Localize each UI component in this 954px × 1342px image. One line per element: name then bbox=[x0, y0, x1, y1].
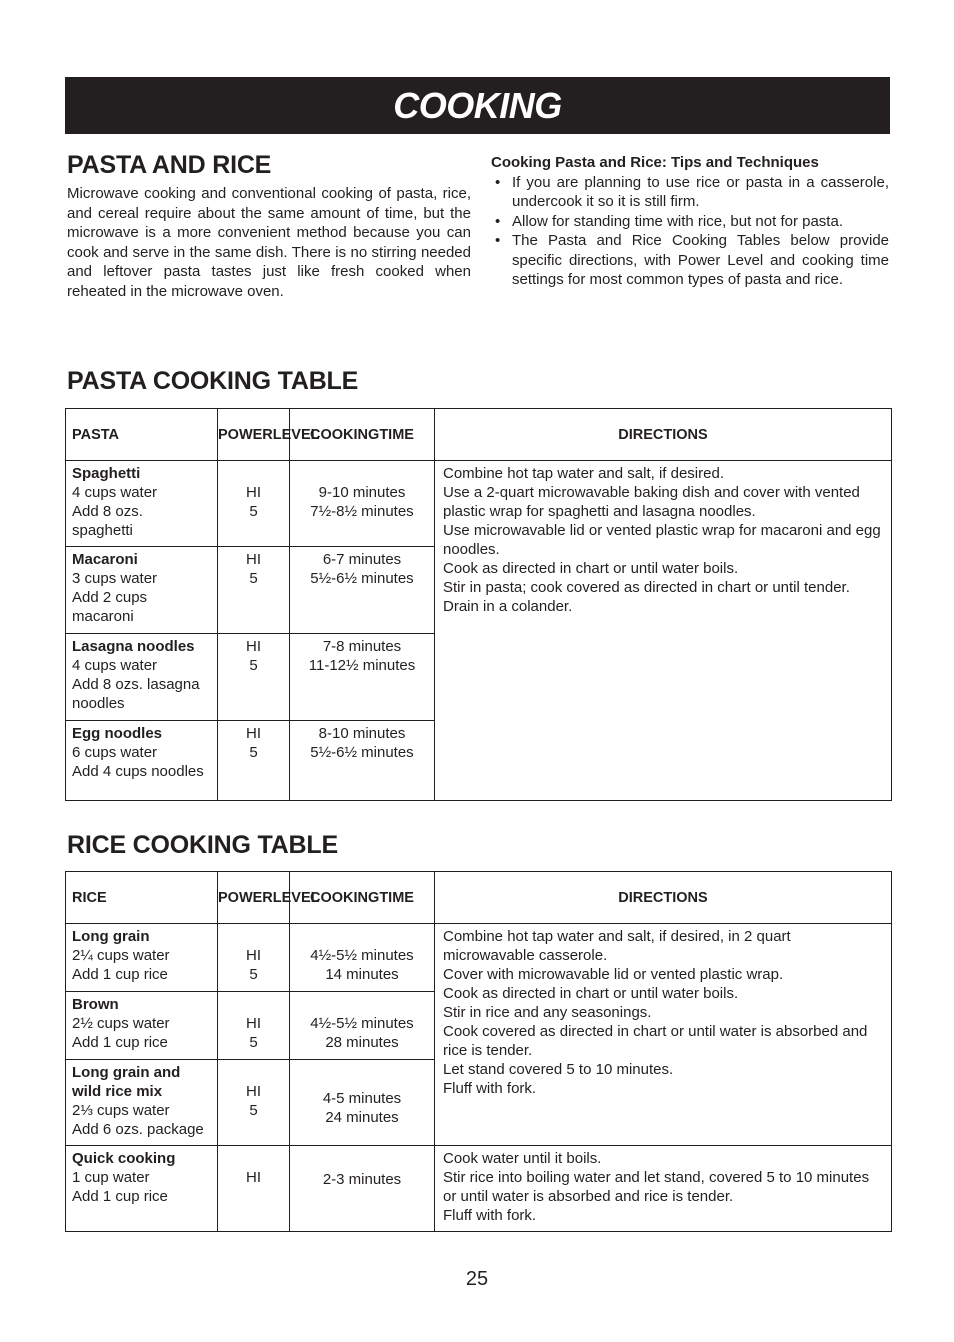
intro-paragraph: Microwave cooking and conventional cooking of pasta, rice, and cereal require about the same amount of time, but the microwave is a more convenient method because you can cook and serve in the same dish. There is no stirring needed and leftover pasta tastes just like fresh cooked when reheated in the microwave oven. bbox=[67, 185, 471, 300]
pasta-table-heading: PASTA COOKING TABLE bbox=[67, 367, 359, 395]
power-level-cell: HI 5 bbox=[218, 634, 290, 721]
column-header-power: POWERLEVEL bbox=[218, 409, 290, 461]
tip-item: • If you are planning to use rice or pasta in a casserole, undercook it so it is still firm. bbox=[491, 173, 889, 212]
rice-table-heading: RICE COOKING TABLE bbox=[67, 831, 338, 859]
quick-rice-directions: Cook water until it boils. Stir rice into boiling water and let stand, covered 5 to 10 minutes or until water is absorbed and rice is tender. Fluff with fork. bbox=[435, 1146, 892, 1232]
cooking-time-cell: 4½-5½ minutes 14 minutes bbox=[290, 924, 435, 992]
tip-item: • Allow for standing time with rice, but not for pasta. bbox=[491, 212, 889, 231]
power-level-cell: HI 5 bbox=[218, 461, 290, 547]
column-header-directions: DIRECTIONS bbox=[435, 409, 892, 461]
column-header-time: COOKINGTIME bbox=[290, 409, 435, 461]
table-header-row bbox=[66, 409, 892, 461]
tips-title: Cooking Pasta and Rice: Tips and Techniques bbox=[491, 154, 819, 171]
cooking-time-cell: 4½-5½ minutes 28 minutes bbox=[290, 992, 435, 1060]
rice-cooking-table bbox=[65, 871, 892, 1232]
power-level-cell: HI 5 bbox=[218, 1060, 290, 1146]
power-level-cell: HI 5 bbox=[218, 924, 290, 992]
page-number: 25 bbox=[465, 1268, 489, 1290]
table-header-row bbox=[66, 872, 892, 924]
tips-list bbox=[491, 173, 889, 289]
cooking-time-cell: 4-5 minutes 24 minutes bbox=[290, 1060, 435, 1146]
pasta-item-macaroni: Macaroni 3 cups water Add 2 cups macaroni bbox=[66, 547, 218, 634]
pasta-cooking-table bbox=[65, 408, 892, 801]
pasta-item-spaghetti: Spaghetti 4 cups water Add 8 ozs. spaghetti bbox=[66, 461, 218, 547]
pasta-item-egg-noodles: Egg noodles 6 cups water Add 4 cups noodles bbox=[66, 721, 218, 801]
column-header-time: COOKINGTIME bbox=[290, 872, 435, 924]
banner-title: COOKING bbox=[393, 84, 562, 126]
column-header-pasta: PASTA bbox=[66, 409, 218, 461]
cooking-time-cell: 6-7 minutes 5½-6½ minutes bbox=[290, 547, 435, 634]
rice-directions: Combine hot tap water and salt, if desired, in 2 quart microwavable casserole. Cover with microwavable lid or vented plastic wrap. Cook as directed in chart or until water boils. Stir in rice and any seasonings. Cook covered as directed in chart or until water is absorbed and rice is tender. Let stand covered 5 to 10 minutes. Fluff with fork. bbox=[435, 924, 892, 1146]
power-level-cell: HI bbox=[218, 1146, 290, 1232]
pasta-item-lasagna: Lasagna noodles 4 cups water Add 8 ozs. lasagna noodles bbox=[66, 634, 218, 721]
rice-item-wild-mix: Long grain and wild rice mix 2⅓ cups water Add 6 ozs. package bbox=[66, 1060, 218, 1146]
cooking-time-cell: 8-10 minutes 5½-6½ minutes bbox=[290, 721, 435, 801]
pasta-rice-heading: PASTA AND RICE bbox=[67, 151, 272, 179]
cooking-time-cell: 7-8 minutes 11-12½ minutes bbox=[290, 634, 435, 721]
cooking-time-cell: 9-10 minutes 7½-8½ minutes bbox=[290, 461, 435, 547]
page-banner bbox=[65, 77, 890, 134]
table-row bbox=[66, 461, 892, 547]
tip-item: • The Pasta and Rice Cooking Tables below provide specific directions, with Power Level and cooking time settings for most common types of pasta and rice. bbox=[491, 231, 889, 289]
rice-item-long-grain: Long grain 2¼ cups water Add 1 cup rice bbox=[66, 924, 218, 992]
column-header-power: POWERLEVEL bbox=[218, 872, 290, 924]
rice-item-brown: Brown 2½ cups water Add 1 cup rice bbox=[66, 992, 218, 1060]
power-level-cell: HI 5 bbox=[218, 547, 290, 634]
cooking-time-cell: 2-3 minutes bbox=[290, 1146, 435, 1232]
rice-item-quick-cooking: Quick cooking 1 cup water Add 1 cup rice bbox=[66, 1146, 218, 1232]
power-level-cell: HI 5 bbox=[218, 721, 290, 801]
column-header-rice: RICE bbox=[66, 872, 218, 924]
power-level-cell: HI 5 bbox=[218, 992, 290, 1060]
table-row bbox=[66, 924, 892, 992]
pasta-directions: Combine hot tap water and salt, if desired. Use a 2-quart microwavable baking dish and cover with vented plastic wrap for spaghetti and lasagna noodles. Use microwavable lid or vented plastic wrap for macaroni and egg noodles. Cook as directed in chart or until water boils. Stir in pasta; cook covered as directed in chart or until tender. Drain in a colander. bbox=[435, 461, 892, 801]
table-row bbox=[66, 1146, 892, 1232]
tips-section bbox=[491, 153, 889, 289]
column-header-directions: DIRECTIONS bbox=[435, 872, 892, 924]
